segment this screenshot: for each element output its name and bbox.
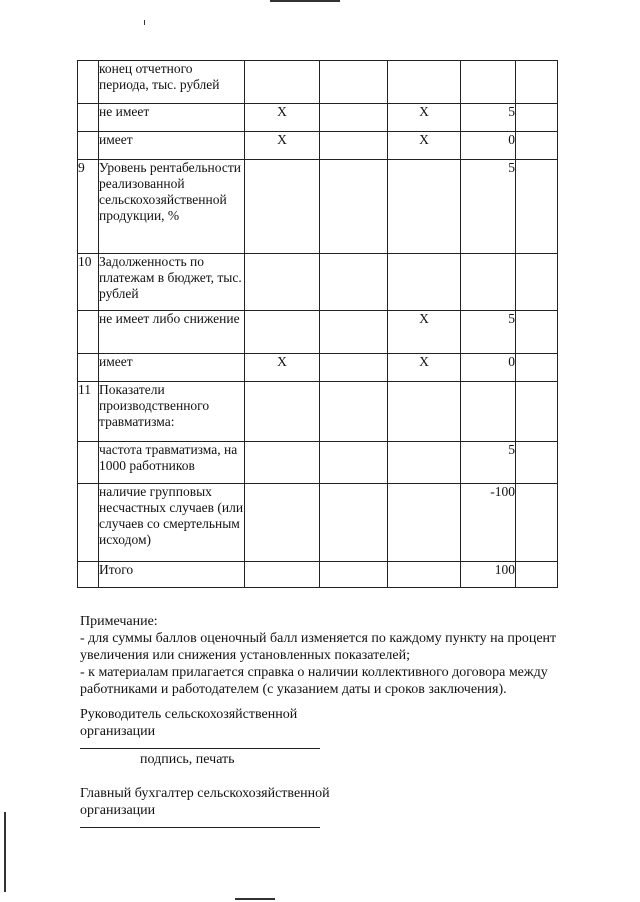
cell-col3 xyxy=(388,562,461,588)
row-number xyxy=(78,442,99,484)
evaluation-table xyxy=(77,60,558,588)
accountant-signature-line xyxy=(80,827,320,828)
head-title-cont: организации xyxy=(80,724,156,739)
cell-col5 xyxy=(516,382,558,442)
row-label: Показатели производственного травматизма: xyxy=(99,382,245,442)
table-row xyxy=(78,442,558,484)
note-line: увеличения или снижения установленных показателей; xyxy=(80,648,411,663)
row-number xyxy=(78,354,99,382)
head-signature-block xyxy=(80,706,297,740)
scan-mark-left xyxy=(4,812,6,892)
row-number xyxy=(78,132,99,160)
note-line: - для суммы баллов оценочный балл изменяется по каждому пункту на процент xyxy=(80,631,557,646)
cell-col2 xyxy=(320,132,388,160)
table-row xyxy=(78,382,558,442)
table-row xyxy=(78,484,558,562)
cell-col5 xyxy=(516,484,558,562)
cell-col3 xyxy=(388,484,461,562)
table-row xyxy=(78,132,558,160)
cell-col3: X xyxy=(388,104,461,132)
row-number xyxy=(78,104,99,132)
cell-col1 xyxy=(245,311,320,354)
cell-col5 xyxy=(516,354,558,382)
cell-score: -100 xyxy=(461,484,516,562)
table-row xyxy=(78,254,558,311)
row-number xyxy=(78,61,99,104)
cell-col5 xyxy=(516,254,558,311)
row-number xyxy=(78,484,99,562)
accountant-title-cont: организации xyxy=(80,803,156,818)
cell-col1: X xyxy=(245,132,320,160)
cell-col5 xyxy=(516,104,558,132)
cell-col2 xyxy=(320,61,388,104)
row-number: 9 xyxy=(78,160,99,254)
cell-col5 xyxy=(516,132,558,160)
cell-col1 xyxy=(245,61,320,104)
cell-col1 xyxy=(245,484,320,562)
cell-score: 5 xyxy=(461,104,516,132)
cell-col1 xyxy=(245,562,320,588)
cell-score xyxy=(461,61,516,104)
table-row xyxy=(78,311,558,354)
table-row xyxy=(78,104,558,132)
cell-col2 xyxy=(320,354,388,382)
cell-score: 5 xyxy=(461,442,516,484)
head-signature-line xyxy=(80,748,320,749)
cell-col3 xyxy=(388,61,461,104)
cell-col1: X xyxy=(245,104,320,132)
cell-col3 xyxy=(388,442,461,484)
cell-col2 xyxy=(320,562,388,588)
row-label: Задолженность по платежам в бюджет, тыс. рублей xyxy=(99,254,245,311)
cell-col1 xyxy=(245,382,320,442)
note-title: Примечание: xyxy=(80,614,158,629)
cell-col2 xyxy=(320,160,388,254)
cell-col1: X xyxy=(245,354,320,382)
cell-col3 xyxy=(388,160,461,254)
row-label: конец отчетного периода, тыс. рублей xyxy=(99,61,245,104)
cell-score: 0 xyxy=(461,132,516,160)
row-number: 11 xyxy=(78,382,99,442)
cell-score: 5 xyxy=(461,160,516,254)
cell-col3: X xyxy=(388,311,461,354)
row-label: имеет xyxy=(99,132,245,160)
row-label: Итого xyxy=(99,562,245,588)
signature-caption: подпись, печать xyxy=(140,752,235,767)
row-label: не имеет xyxy=(99,104,245,132)
row-label: частота травматизма, на 1000 работников xyxy=(99,442,245,484)
row-number xyxy=(78,562,99,588)
cell-col1 xyxy=(245,160,320,254)
table-row xyxy=(78,61,558,104)
cell-col2 xyxy=(320,311,388,354)
table-row xyxy=(78,354,558,382)
cell-col3: X xyxy=(388,132,461,160)
cell-col1 xyxy=(245,254,320,311)
row-label: наличие групповых несчастных случаев (или случаев со смертельным исходом) xyxy=(99,484,245,562)
cell-col5 xyxy=(516,442,558,484)
cell-score xyxy=(461,254,516,311)
table-row xyxy=(78,160,558,254)
row-label: имеет xyxy=(99,354,245,382)
row-label: не имеет либо снижение xyxy=(99,311,245,354)
cell-col2 xyxy=(320,382,388,442)
scan-dot xyxy=(144,20,145,25)
cell-score xyxy=(461,382,516,442)
note-block xyxy=(80,613,620,698)
row-number xyxy=(78,311,99,354)
row-label: Уровень рентабельности реализованной сельскохозяйственной продукции, % xyxy=(99,160,245,254)
cell-col3 xyxy=(388,254,461,311)
row-number: 10 xyxy=(78,254,99,311)
note-line: работниками и работодателем (с указанием даты и сроков заключения). xyxy=(80,682,507,697)
cell-col5 xyxy=(516,311,558,354)
cell-col2 xyxy=(320,254,388,311)
cell-score: 5 xyxy=(461,311,516,354)
cell-score: 0 xyxy=(461,354,516,382)
cell-col3: X xyxy=(388,354,461,382)
cell-col5 xyxy=(516,160,558,254)
cell-col1 xyxy=(245,442,320,484)
cell-col2 xyxy=(320,442,388,484)
table-row xyxy=(78,562,558,588)
scan-mark-top xyxy=(270,0,340,2)
note-line: - к материалам прилагается справка о наличии коллективного договора между xyxy=(80,665,548,680)
accountant-title: Главный бухгалтер сельскохозяйственной xyxy=(80,786,330,801)
cell-col2 xyxy=(320,104,388,132)
cell-col3 xyxy=(388,382,461,442)
cell-col5 xyxy=(516,61,558,104)
scan-mark-bottom xyxy=(235,898,275,900)
head-title: Руководитель сельскохозяйственной xyxy=(80,707,298,722)
cell-col5 xyxy=(516,562,558,588)
cell-score: 100 xyxy=(461,562,516,588)
accountant-signature-block xyxy=(80,785,330,819)
cell-col2 xyxy=(320,484,388,562)
